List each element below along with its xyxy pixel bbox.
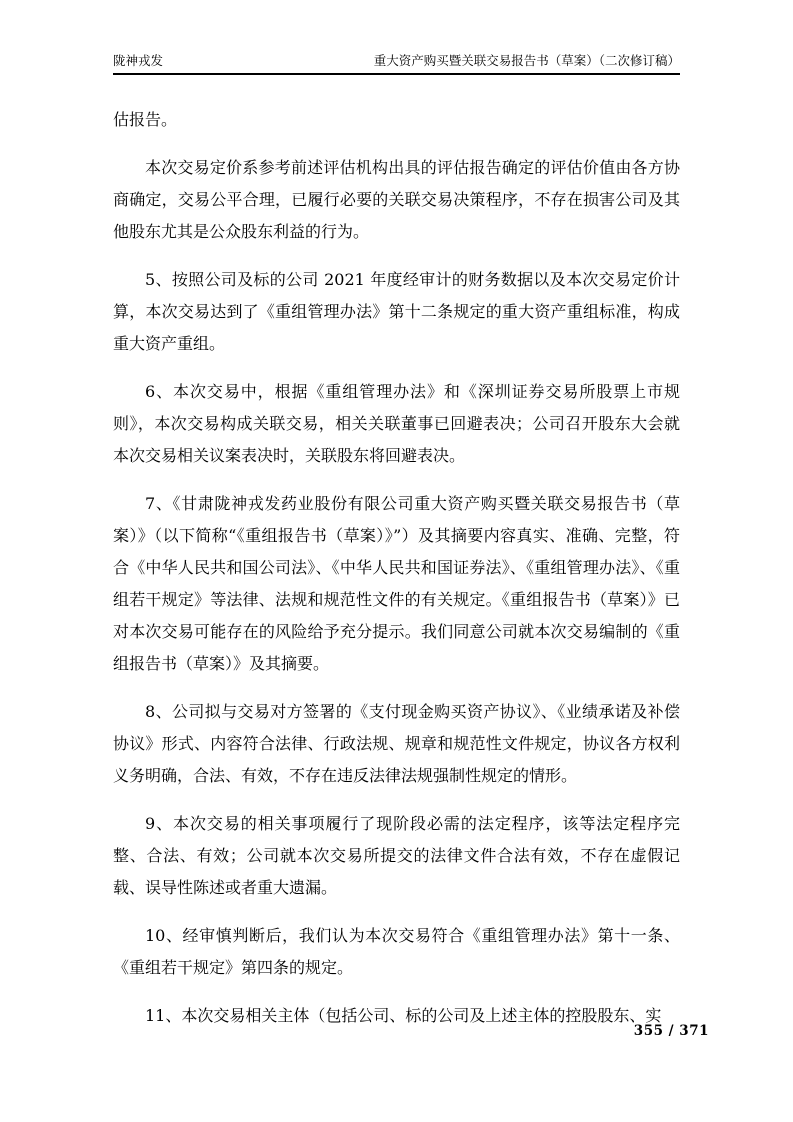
document-body (113, 104, 680, 1048)
page-header (113, 52, 680, 75)
paragraph-list (113, 152, 680, 1032)
paragraph: 8、公司拟与交易对方签署的《支付现金购买资产协议》、《业绩承诺及补偿协议》形式、内容符合法律、行政法规、规章和规范性文件规定，协议各方权利义务明确，合法、有效，不存在违反法律法规强制性规定的情形。 (113, 702, 680, 785)
header-right-title: 重大资产购买暨关联交易报告书（草案）（二次修订稿） (373, 53, 680, 68)
page-number: 355 / 371 (633, 1023, 709, 1039)
paragraph: 5、按照公司及标的公司 2021 年度经审计的财务数据以及本次交易定价计算，本次交易达到了《重组管理办法》第十二条规定的重大资产重组标准，构成重大资产重组。 (113, 270, 680, 353)
paragraph: 7、《甘肃陇神戎发药业股份有限公司重大资产购买暨关联交易报告书（草案）》（以下简称“《重组报告书（草案）》”）及其摘要内容真实、准确、完整，符合《中华人民共和国公司法》、《中华人民共和国证券法》、《重组管理办法》、《重组若干规定》等法律、法规和规范性文件的有关规定。《重组报告书（草案）》已对本次交易可能存在的风险给予充分提示。我们同意公司就本次交易编制的《重组报告书（草案）》及其摘要。 (113, 494, 680, 673)
paragraph-continuation: 估报告。 (113, 110, 178, 129)
paragraph: 本次交易定价系参考前述评估机构出具的评估报告确定的评估价值由各方协商确定，交易公平合理，已履行必要的关联交易决策程序，不存在损害公司及其他股东尤其是公众股东利益的行为。 (113, 158, 680, 241)
paragraph: 9、本次交易的相关事项履行了现阶段必需的法定程序，该等法定程序完整、合法、有效；公司就本次交易所提交的法律文件合法有效，不存在虚假记载、误导性陈述或者重大遗漏。 (113, 814, 680, 897)
header-left-title: 陇神戎发 (113, 53, 164, 68)
paragraph: 11、本次交易相关主体（包括公司、标的公司及上述主体的控股股东、实 (145, 1006, 662, 1025)
paragraph: 6、本次交易中，根据《重组管理办法》和《深圳证券交易所股票上市规则》，本次交易构成关联交易，相关关联董事已回避表决；公司召开股东大会就本次交易相关议案表决时，关联股东将回避表决。 (113, 382, 680, 465)
paragraph: 10、经审慎判断后，我们认为本次交易符合《重组管理办法》第十一条、《重组若干规定》第四条的规定。 (113, 926, 680, 977)
